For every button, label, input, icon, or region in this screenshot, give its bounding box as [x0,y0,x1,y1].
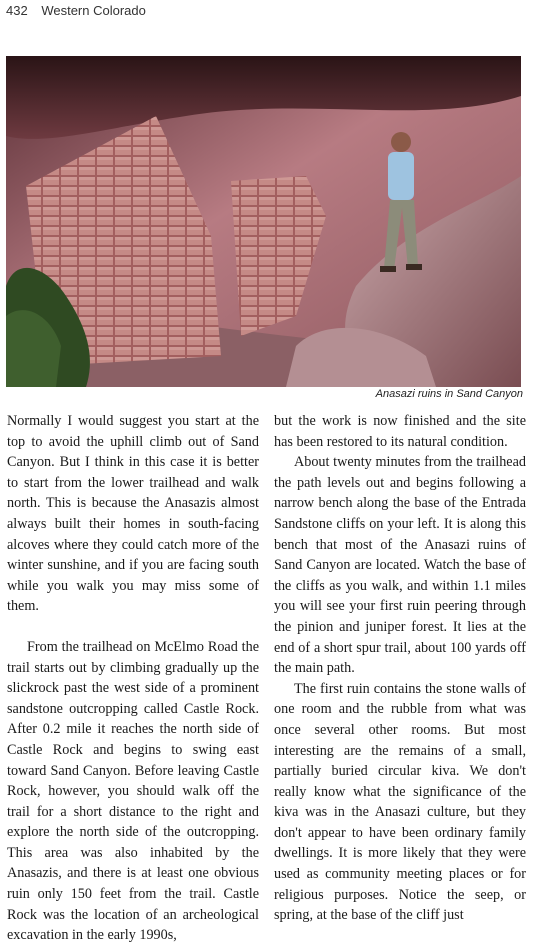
page-number: 432 [6,3,28,18]
photo-caption: Anasazi ruins in Sand Canyon [375,388,523,400]
body-column-right [274,411,526,926]
paragraph: but the work is now finished and the site has been restored to its natural condition. [274,413,526,450]
running-head [6,3,146,18]
body-column-left [7,411,259,946]
ruins-photo [6,56,521,387]
section-title: Western Colorado [41,3,146,18]
paragraph: About twenty minutes from the trailhead the path levels out and begins following a narrow bench along the base of the Entrada Sandstone cliffs on your left. It is along this bench that most of the Anasazi ruins of Sand Canyon are located. Watch the base of the cliffs as you walk, and within 1.1 miles you will see your first ruin peering through the pinion and juniper forest. It lies at the end of a short spur trail, about 100 yards off the main path. [274,454,526,677]
paragraph: From the trailhead on McElmo Road the trail starts out by climbing gradually up the slickrock past the west side of a prominent sandstone outcropping called Castle Rock. After 0.2 mile it reaches the north side of Castle Rock and begins to swing east toward Sand Canyon. Before leaving Castle Rock, however, you should walk off the trail for a short distance to the right and explore the north side of the outcropping. This area was also inhabited by the Anasazis, and there is at least one obvious ruin only 150 feet from the trail. Castle Rock was the location of an archeological excavation in the early 1990s, [7,638,259,944]
paragraph: The first ruin contains the stone walls of one room and the rubble from what was once several other rooms. But most interesting are the remains of a small, partially buried circular kiva. We don't really know what the significance of the kiva was in the Anasazi culture, but they don't appear to have been ordinary family dwellings. It is more likely that they were used as community meeting places or for religious purposes. Notice the seep, or spring, at the base of the cliff just [274,680,526,924]
ruins-photo-art [6,56,521,387]
paragraph: Normally I would suggest you start at the top to avoid the uphill climb out of Sand Canyon. But I think in this case it is better to start from the lower trailhead and walk north. This is because the Anasazis almost always built their homes in south-facing alcoves where they could catch more of the winter sunshine, and if you are facing south while you walk you may miss some of them. [7,413,259,615]
